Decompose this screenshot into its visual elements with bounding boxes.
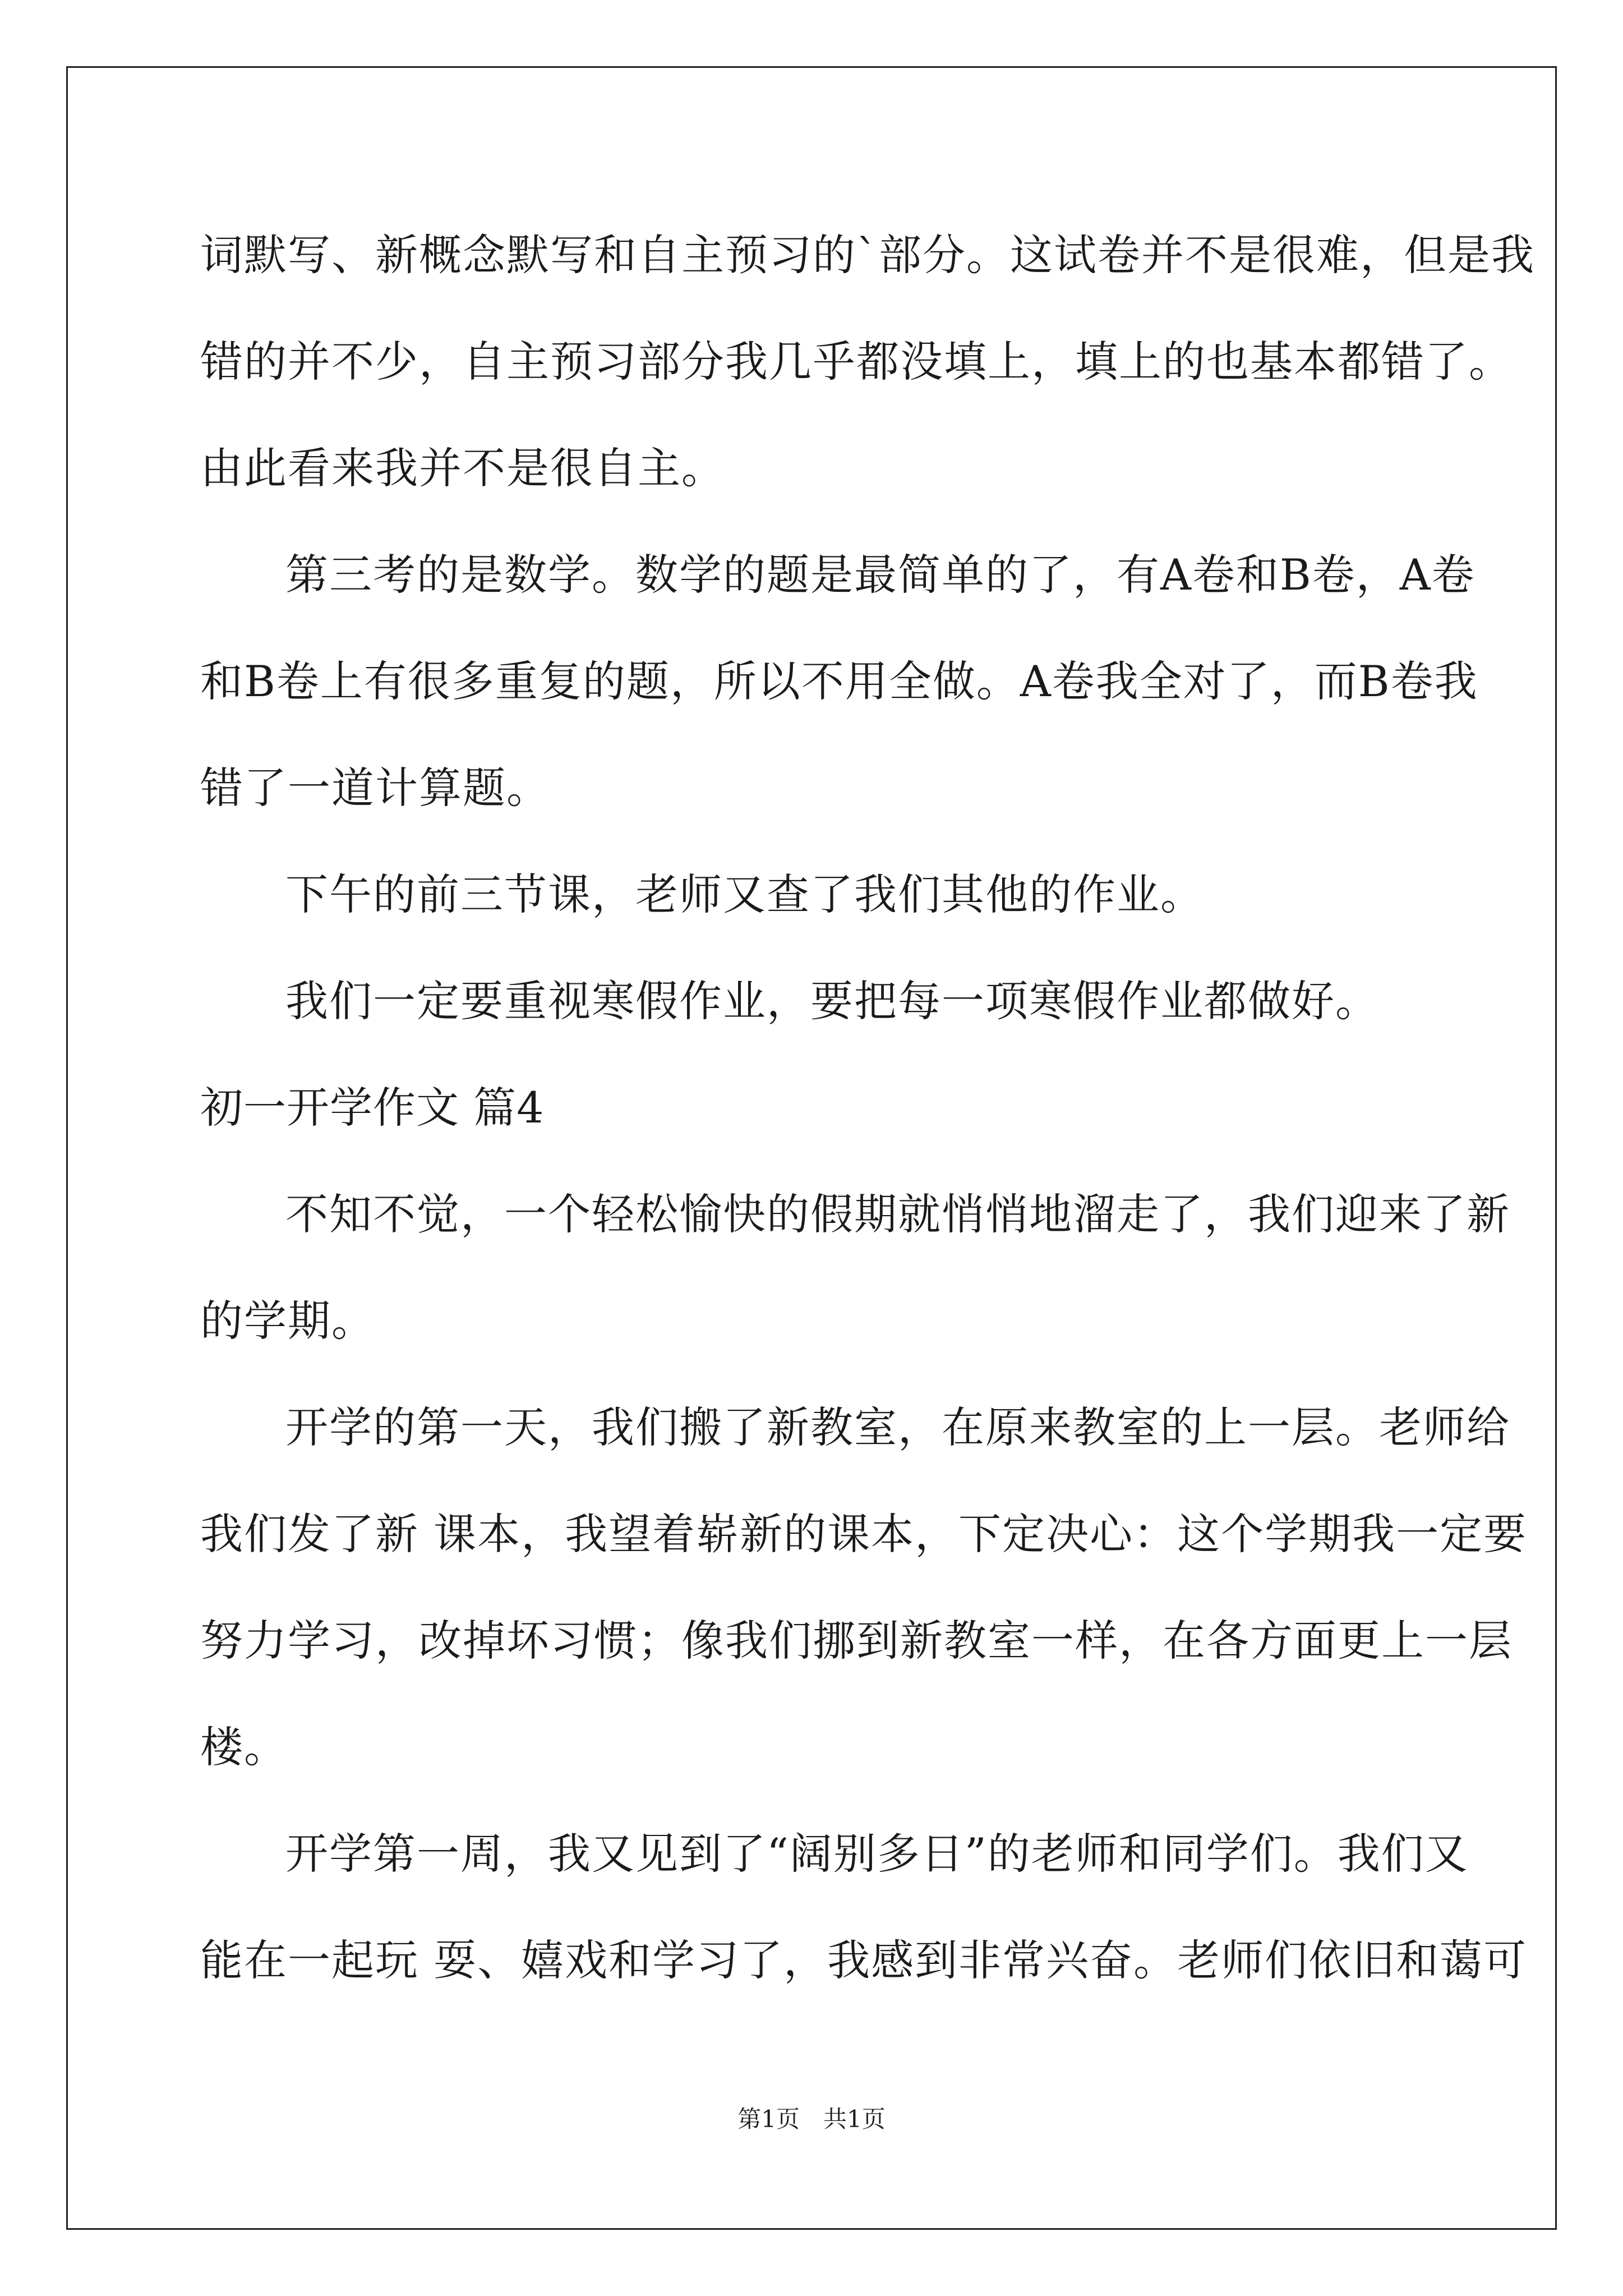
text-line: 和B卷上有很多重复的题，所以不用全做。A卷我全对了，而B卷我 xyxy=(200,656,1478,706)
text-line: 能在一起玩 耍、嬉戏和学习了，我感到非常兴奋。老师们依旧和蔼可 xyxy=(200,1935,1528,1985)
page-number-footer: 第1页 共1页 xyxy=(737,2105,886,2133)
text-line: 楼。 xyxy=(200,1722,288,1772)
text-line: 的学期。 xyxy=(200,1296,375,1346)
text-line: 词默写、新概念默写和自主预习的`部分。这试卷并不是很难，但是我 xyxy=(200,230,1535,280)
text-line: 我们发了新 课本，我望着崭新的课本，下定决心：这个学期我一定要 xyxy=(200,1509,1528,1559)
text-line: 错的并不少，自主预习部分我几乎都没填上，填上的也基本都错了。 xyxy=(200,337,1513,386)
document-body xyxy=(200,202,1535,2014)
text-line: 错了一道计算题。 xyxy=(200,763,550,813)
paragraph-start: 开学第一周，我又见到了“阔别多日”的老师和同学们。我们又 xyxy=(285,1829,1469,1879)
text-line: 努力学习，改掉坏习惯；像我们挪到新教室一样，在各方面更上一层 xyxy=(200,1616,1513,1665)
paragraph-start: 我们一定要重视寒假作业，要把每一项寒假作业都做好。 xyxy=(285,976,1379,1026)
section-heading: 初一开学作文 篇4 xyxy=(200,1083,545,1133)
text-line: 由此看来我并不是很自主。 xyxy=(200,443,725,493)
paragraph-start: 下午的前三节课，老师又查了我们其他的作业。 xyxy=(285,869,1204,919)
paragraph-start: 第三考的是数学。数学的题是最简单的了，有A卷和B卷，A卷 xyxy=(285,550,1476,600)
paragraph-start: 开学的第一天，我们搬了新教室，在原来教室的上一层。老师给 xyxy=(285,1402,1510,1452)
paragraph-start: 不知不觉，一个轻松愉快的假期就悄悄地溜走了，我们迎来了新 xyxy=(285,1189,1510,1239)
